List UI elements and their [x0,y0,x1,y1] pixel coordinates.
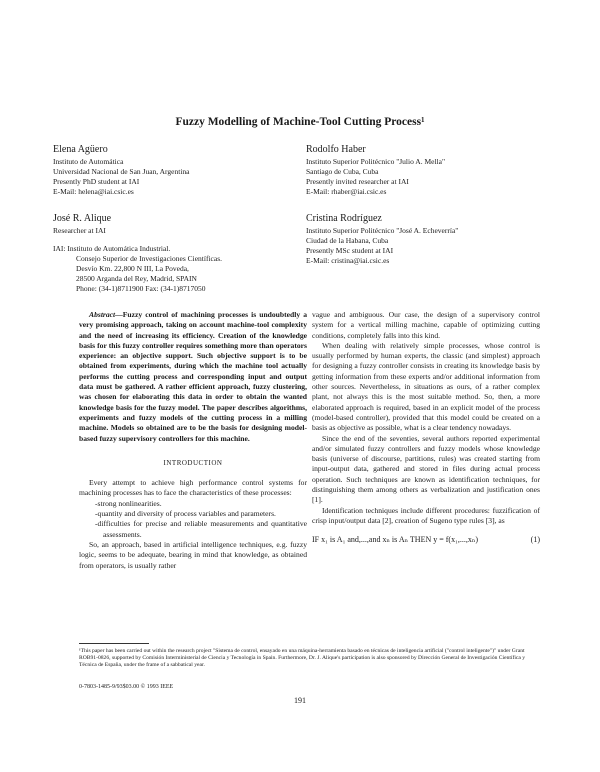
author-affiliation: Presently MSc student at IAI [306,246,394,255]
list-item: -strong nonlinearities. [95,498,162,508]
left-column [79,310,307,571]
institution-line: Consejo Superior de Investigaciones Científicas. [76,254,223,263]
body-paragraph: vague and ambiguous. Our case, the design of a supervisory control system for a vertical milling machine, capable of optimizing cutting conditions, completely falls into this kind. [312,310,540,340]
abstract [79,310,307,444]
author-block-rodriguez [306,212,458,266]
abstract-label: Abstract [89,310,116,319]
author-email: E-Mail: helena@iai.csic.es [53,187,134,196]
author-email: E-Mail: cristina@iai.csic.es [306,256,390,265]
author-affiliation: Instituto de Automática [53,157,124,166]
paper-title: Fuzzy Modelling of Machine-Tool Cutting Process¹ [175,116,425,128]
intro-paragraph: So, an approach, based in artificial intelligence techniques, e.g. fuzzy logic, seems to be adequate, bearing in mind that knowledge, as obtained from operators, is usually rather [79,539,307,570]
author-name: Rodolfo Haber [306,144,366,155]
footnote: ¹This paper has been carried out within the research project "Sistema de control, ensayado en una máquina-herramienta basado en técnicas de inteligencia artificial ("control inteligente")" under Grant ROB91-0826, supported by Comisión Interministerial de Ciencia y Tecnología in Spain. Furthermore, Dr. J. Alique's participation is also sponsored by Dirección General de Investigación Científica y Técnica de España, under the frame of a sabbatical year. [79,648,526,669]
equation-text: IF x₁ is A₁ and,...,and xₙ is Aₙ THEN y = f(x₁,...,xₙ) [312,535,478,545]
author-block-haber [306,143,445,197]
institution-line: Phone: (34-1)8711900 Fax: (34-1)8717050 [76,284,206,293]
author-affiliation: Researcher at IAI [53,226,106,235]
author-block-aguero [53,143,190,197]
author-affiliation: Instituto Superior Politécnico "Julio A. Mella" [306,157,446,166]
institution-line: Desvío Km. 22,800 N III, La Poveda, [76,264,189,273]
equation-1 [312,535,540,545]
author-affiliation: Presently PhD student at IAI [53,177,140,186]
footnote-divider [79,643,149,644]
author-affiliation: Universidad Nacional de San Juan, Argentina [53,167,190,176]
author-affiliation: Santiago de Cuba, Cuba [306,167,379,176]
intro-paragraph: Every attempt to achieve high performance control systems for machining processes has to face the characteristics of these processes: [79,478,307,498]
equation-number: (1) [530,535,540,545]
author-name: José R. Alique [53,213,112,224]
section-heading-introduction: INTRODUCTION [163,458,223,467]
list-item: -quantity and diversity of process variables and parameters. [95,509,276,519]
institution-line: IAI: Instituto de Automática Industrial. [53,244,171,253]
institution-address [53,244,222,294]
right-column [312,310,540,546]
page-number: 191 [294,696,306,705]
author-name: Cristina Rodríguez [306,213,382,224]
list-item: -difficulties for precise and reliable measurements and quantitative assessments. [95,519,307,539]
author-block-alique [53,212,111,236]
body-paragraph: When dealing with relatively simple processes, whose control is usually performed by human experts, the classic (and simplest) approach for designing a fuzzy controller consists in creating its knowledge basis by getting information from these experts and/or additional information from other sources. Nevertheless, in situations as ours, of a rather complex plant, not always this is the most suitable method. So, then, a more elaborated approach is required, based in an explicit model of the process (model-based controller), provided that this model could be created on a basis as objective as possible, what is a clear tendency nowadays. [312,340,540,433]
isbn-line: 0-7803-1485-9/93$03.00 © 1993 IEEE [79,684,174,690]
author-affiliation: Ciudad de la Habana, Cuba [306,236,389,245]
body-paragraph: Identification techniques include different procedures: fuzzification of crisp input/output data [2], creation of Sugeno type rules [3], as [312,505,540,525]
author-affiliation: Instituto Superior Politécnico "José A. Echeverría" [306,226,459,235]
author-affiliation: Presently invited researcher at IAI [306,177,409,186]
author-email: E-Mail: rhaber@iai.csic.es [306,187,387,196]
abstract-text: —Fuzzy control of machining processes is undoubtedly a very promising approach, taking on account machine-tool complexity and the need of increasing its efficiency. Creation of the knowledge basis for this fuzzy controller requires something more than operators experience: an objective support. Such objective support is to be obtained from experiments, during which the machine tool actually performs the cutting process and corresponding input and output data must be gathered. A rather efficient approach, fuzzy clustering, was chosen for elaborating this data in order to obtain the wanted knowledge basis for the fuzzy model. The paper describes algorithms, experiments and fuzzy models of the cutting process in a milling machine. Models so obtained are to be the basis for designing model-based fuzzy supervisory controllers for this machine. [79,310,307,443]
institution-line: 28500 Arganda del Rey, Madrid, SPAIN [76,274,197,283]
author-name: Elena Agüero [53,144,108,155]
body-paragraph: Since the end of the seventies, several authors reported experimental and/or simulated fuzzy controllers and fuzzy models whose knowledge basis (universe of discourse, partitions, rules) was created starting from input-output data, gathered and stored in files during actual process operation. Such techniques are known as identification techniques, for distinguishing them among others as verbalization and justification ones [1]. [312,433,540,505]
